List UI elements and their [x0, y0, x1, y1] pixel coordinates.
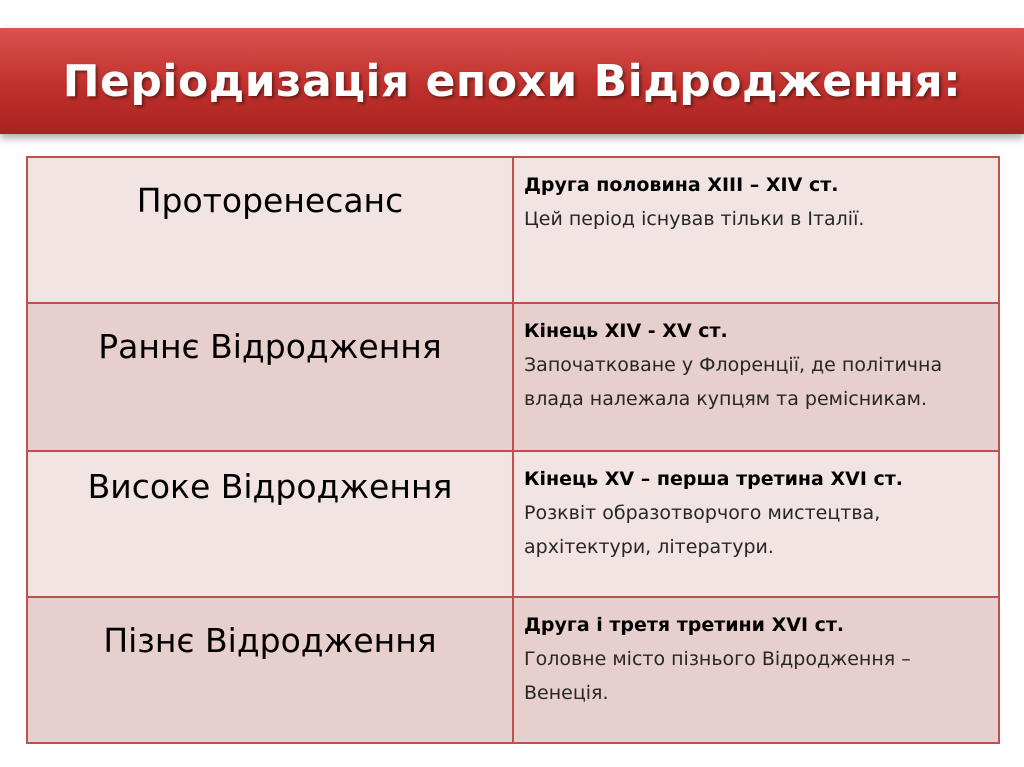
period-dates: Друга і третя третини XVI ст.	[524, 614, 845, 636]
period-name-cell	[27, 303, 513, 451]
period-desc-cell	[513, 157, 999, 303]
periodization-table	[26, 156, 1000, 744]
period-desc-cell	[513, 597, 999, 743]
slide-title: Періодизація епохи Відродження:	[62, 55, 962, 107]
period-name-cell	[27, 451, 513, 597]
period-dates: Друга половина XIII – XIV ст.	[524, 174, 839, 196]
table-row	[27, 157, 999, 303]
period-name-cell	[27, 157, 513, 303]
period-name: Високе Відродження	[87, 467, 453, 506]
period-note: Цей період існував тільки в Італії.	[524, 208, 865, 230]
period-name: Проторенесанс	[136, 181, 404, 220]
period-description	[514, 452, 998, 564]
period-description	[514, 158, 998, 236]
period-dates: Кінець XIV - XV ст.	[524, 320, 728, 342]
period-description	[514, 598, 998, 710]
period-dates: Кінець XV – перша третина XVI ст.	[524, 468, 903, 490]
table-row	[27, 303, 999, 451]
period-description	[514, 304, 998, 416]
period-note: Головне місто пізнього Відродження – Венеція.	[524, 648, 911, 704]
period-note: Розквіт образотворчого мистецтва, архітектури, літератури.	[524, 502, 881, 558]
period-name: Пізнє Відродження	[103, 621, 437, 660]
period-name-cell	[27, 597, 513, 743]
period-desc-cell	[513, 303, 999, 451]
period-desc-cell	[513, 451, 999, 597]
period-note: Започатковане у Флоренції, де політична влада належала купцям та ремісникам.	[524, 354, 943, 410]
table-row	[27, 451, 999, 597]
table-row	[27, 597, 999, 743]
title-bar	[0, 28, 1024, 134]
period-name: Раннє Відродження	[98, 327, 442, 366]
